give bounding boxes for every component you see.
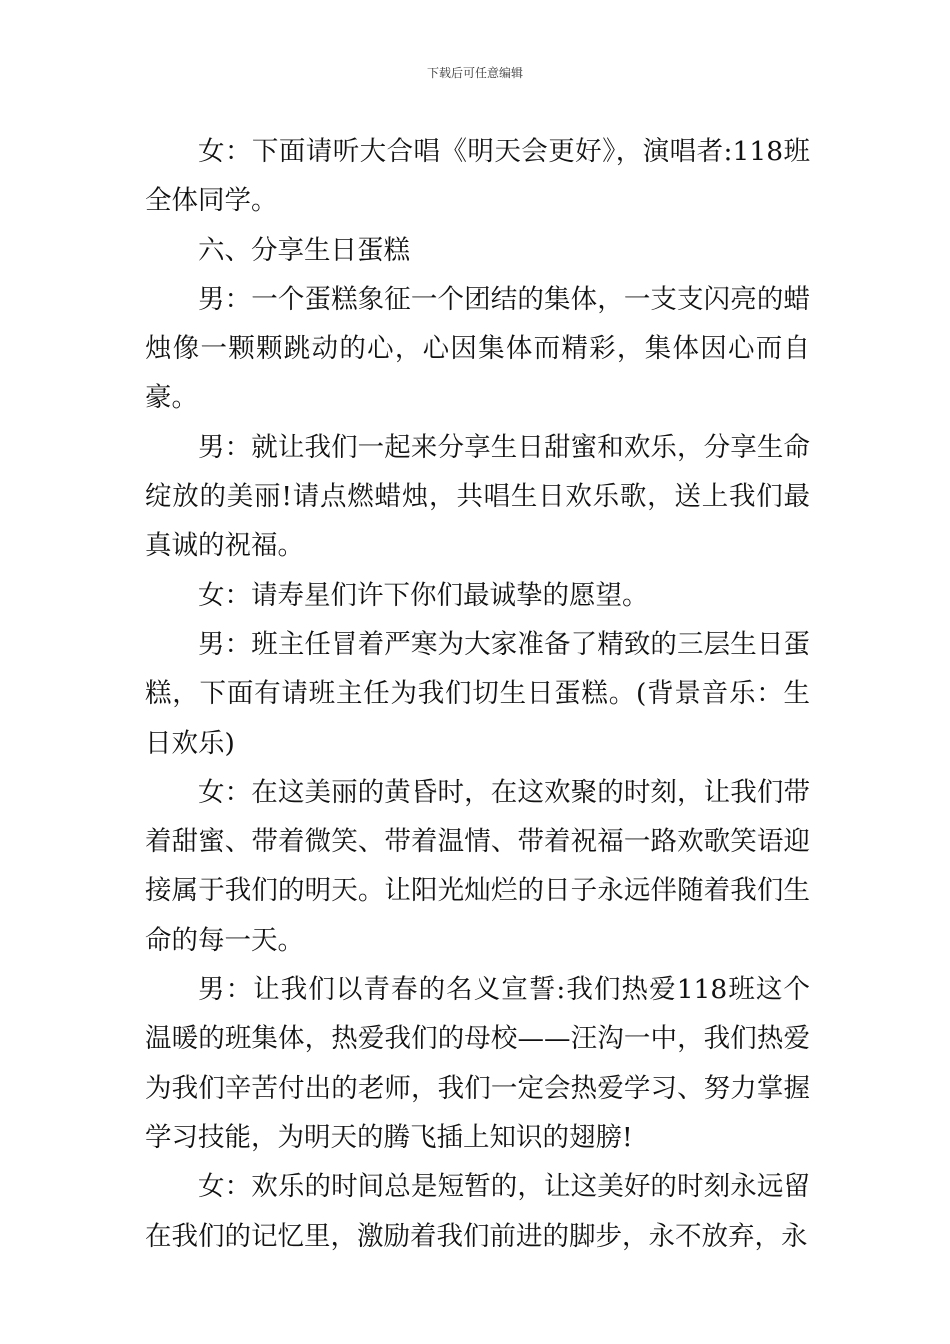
document-body bbox=[145, 127, 810, 1261]
paragraph: 男：班主任冒着严寒为大家准备了精致的三层生日蛋糕，下面有请班主任为我们切生日蛋糕。(背景音乐：生日欢乐) bbox=[145, 628, 810, 759]
section-heading: 六、分享生日蛋糕 bbox=[198, 234, 410, 266]
page-header: 下载后可任意编辑 bbox=[426, 66, 523, 80]
paragraph: 男：让我们以青春的名义宣誓:我们热爱118班这个温暖的班集体，热爱我们的母校——汪沟一中，我们热爱为我们辛苦付出的老师，我们一定会热爱学习、努力掌握学习技能，为明天的腾飞插上知识的翅膀! bbox=[145, 974, 810, 1153]
paragraph: 女：请寿星们许下你们最诚挚的愿望。 bbox=[198, 579, 649, 611]
paragraph: 男：就让我们一起来分享生日甜蜜和欢乐，分享生命绽放的美丽!请点燃蜡烛，共唱生日欢乐歌，送上我们最真诚的祝福。 bbox=[145, 431, 810, 562]
paragraph: 女：下面请听大合唱《明天会更好》，演唱者:118班全体同学。 bbox=[145, 136, 810, 217]
paragraph: 女：欢乐的时间总是短暂的，让这美好的时刻永远留在我们的记忆里，激励着我们前进的脚步，永不放弃，永 bbox=[145, 1171, 810, 1252]
paragraph: 男：一个蛋糕象征一个团结的集体，一支支闪亮的蜡烛像一颗颗跳动的心，心因集体而精彩，集体因心而自豪。 bbox=[145, 283, 810, 414]
paragraph: 女：在这美丽的黄昏时，在这欢聚的时刻，让我们带着甜蜜、带着微笑、带着温情、带着祝福一路欢歌笑语迎接属于我们的明天。让阳光灿烂的日子永远伴随着我们生命的每一天。 bbox=[145, 776, 810, 956]
